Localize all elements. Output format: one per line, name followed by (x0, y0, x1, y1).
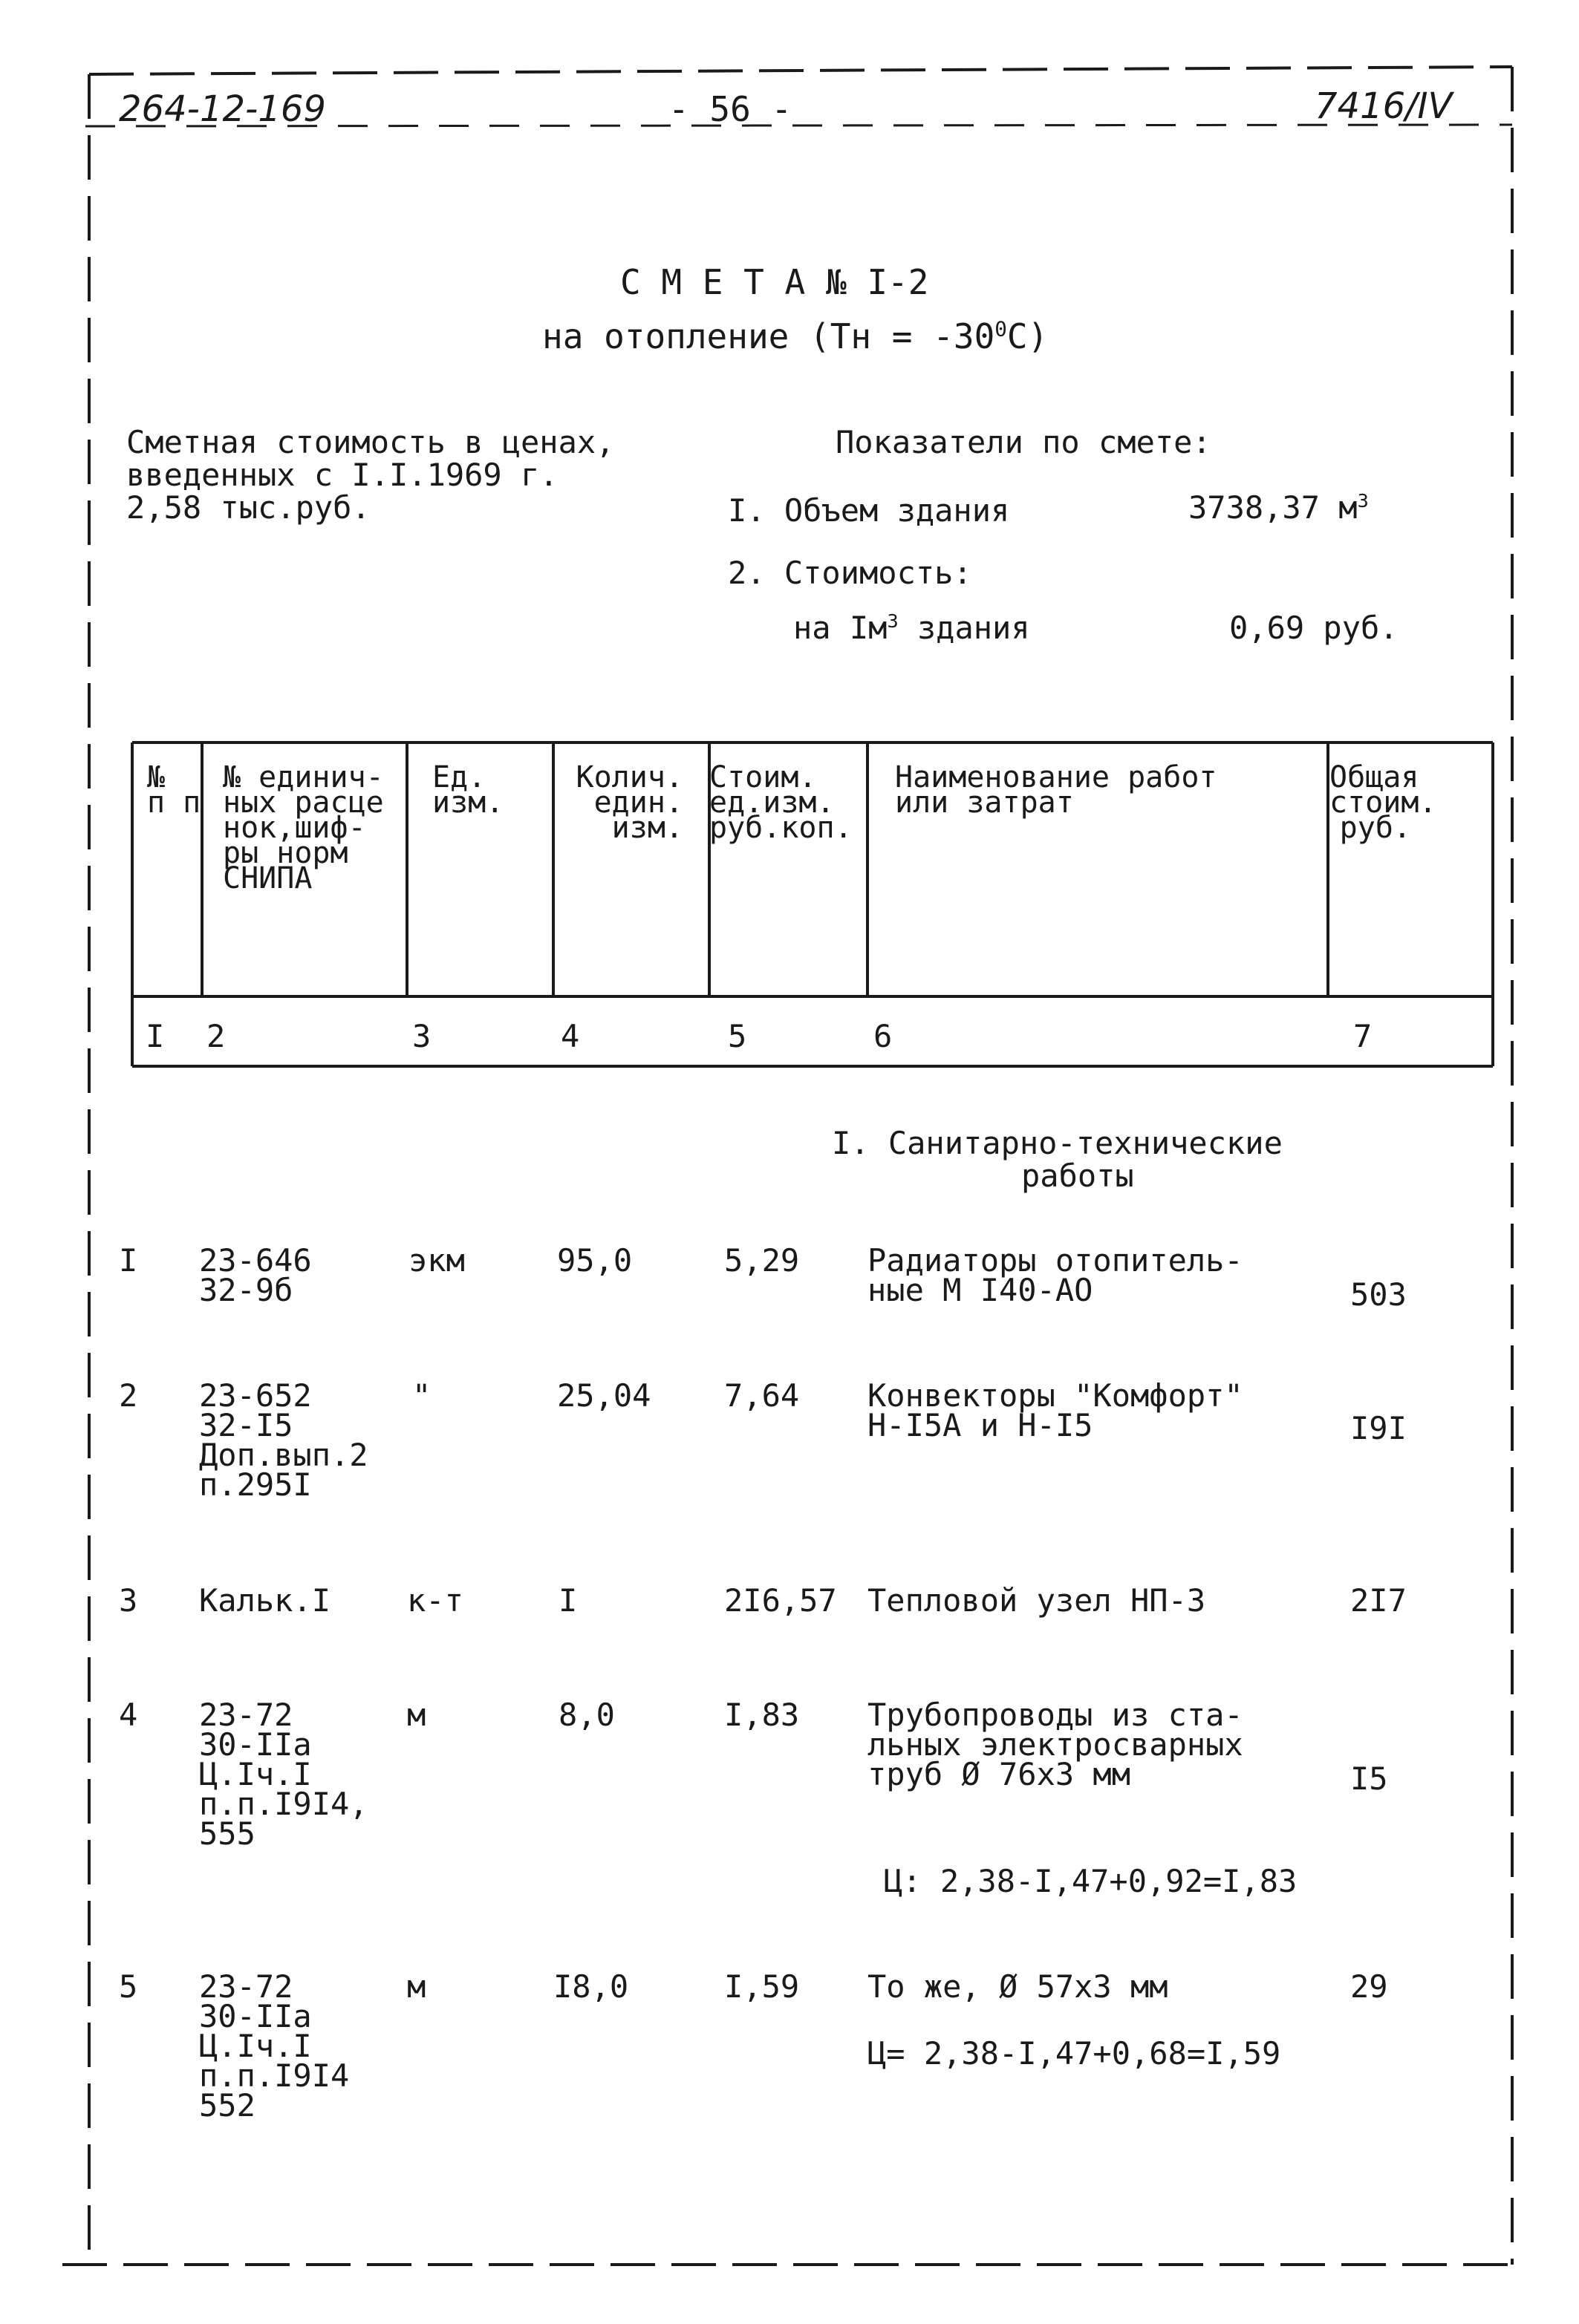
col-number-6: 6 (873, 1018, 893, 1054)
th-row-number: № п п (147, 760, 201, 820)
row-number: 4 (119, 1697, 138, 1733)
row-total: I9I (1350, 1410, 1407, 1446)
row-work-name: Тепловой узел НП-3 (867, 1582, 1206, 1619)
th-quantity: Колич. един. изм. (576, 760, 683, 845)
row-code: Кальк.I (199, 1582, 331, 1619)
row-quantity: I (559, 1582, 578, 1619)
row-unit-cost: 2I6,57 (724, 1582, 837, 1619)
row-unit: к-т (407, 1582, 463, 1619)
row-number: 2 (119, 1377, 138, 1414)
row-work-name: Радиаторы отопитель- ные М I40-АО (867, 1242, 1243, 1308)
indicator-cost-value: 0,69 руб. (1229, 610, 1399, 646)
th-total-cost: Общая стоим. руб. (1329, 760, 1437, 845)
cost-line-2: введенных с I.I.1969 г. (126, 457, 559, 493)
row-number: 5 (119, 1968, 138, 2005)
row-code: 23-646 32-9б (199, 1242, 312, 1308)
th-unit: Ед. изм. (432, 760, 504, 820)
row-total: I5 (1350, 1760, 1388, 1797)
document-title: С М Е Т А № I-2 (620, 262, 929, 302)
th-work-name: Наименование работ или затрат (895, 760, 1217, 820)
row-unit-cost: 7,64 (724, 1377, 800, 1414)
cost-line-3: 2,58 тыс.руб. (126, 489, 371, 526)
col-number-3: 3 (412, 1018, 432, 1054)
row-quantity: 8,0 (559, 1697, 615, 1733)
row-code: 23-652 32-I5 Доп.вып.2 п.295I (199, 1377, 368, 1503)
col-number-1: I (146, 1018, 165, 1054)
col-number-5: 5 (728, 1018, 747, 1054)
row-unit-cost: I,59 (724, 1968, 800, 2005)
row-code: 23-72 30-IIа Ц.Iч.I п.п.I9I4, 555 (199, 1697, 368, 1852)
indicator-cost-sublabel: на $Iм^3$ здания (793, 610, 1030, 646)
indicator-volume-label: I. Объем здания (728, 492, 1010, 529)
col-number-7: 7 (1353, 1018, 1373, 1054)
sheet-code: 7416/IV (1315, 85, 1453, 127)
row-price-formula: Ц= 2,38-I,47+0,68=I,59 (867, 2035, 1281, 2072)
document-code: 264-12-169 (119, 88, 326, 130)
section-heading-2: работы (1021, 1158, 1134, 1194)
row-number: I (119, 1242, 138, 1279)
row-unit-cost: I,83 (724, 1697, 800, 1733)
row-work-name: Конвекторы "Комфорт" Н-I5А и Н-I5 (867, 1377, 1243, 1443)
cost-line-1: Сметная стоимость в ценах, (126, 424, 615, 460)
row-quantity: I8,0 (553, 1968, 629, 2005)
row-unit-cost: 5,29 (724, 1242, 800, 1279)
row-number: 3 (119, 1582, 138, 1619)
row-total: 2I7 (1350, 1582, 1407, 1619)
row-total: 503 (1350, 1276, 1407, 1313)
document-subtitle: на отопление $(Тн = -30^0С)$ (542, 316, 1049, 356)
row-unit: экм (408, 1242, 465, 1279)
indicator-cost-label: 2. Стоимость: (728, 555, 972, 591)
th-rate-code: № единич- ных расце нок,шиф- ры норм СНИПА (223, 760, 384, 895)
row-unit: " (412, 1377, 432, 1414)
th-unit-cost: Стоим. ед.изм. руб.коп. (709, 760, 853, 845)
indicators-heading: Показатели по смете: (836, 424, 1211, 460)
row-code: 23-72 30-IIа Ц.Iч.I п.п.I9I4 552 (199, 1968, 350, 2124)
row-work-name: То же, Ø 57х3 мм (867, 1968, 1168, 2005)
row-quantity: 25,04 (557, 1377, 651, 1414)
col-number-2: 2 (206, 1018, 226, 1054)
row-work-name: Трубопроводы из ста- льных электросварных труб Ø 76х3 мм (867, 1697, 1243, 1792)
row-total: 29 (1350, 1968, 1388, 2005)
page-number: - 56 - (668, 89, 792, 129)
section-heading: I. Санитарно-технические (832, 1125, 1283, 1161)
row-unit: м (407, 1968, 426, 2005)
row-price-formula: Ц: 2,38-I,47+0,92=I,83 (884, 1863, 1298, 1899)
col-number-4: 4 (561, 1018, 580, 1054)
indicator-volume-value: 3738,37 $м^3$ (1188, 489, 1369, 526)
row-unit: м (407, 1697, 426, 1733)
row-quantity: 95,0 (557, 1242, 633, 1279)
